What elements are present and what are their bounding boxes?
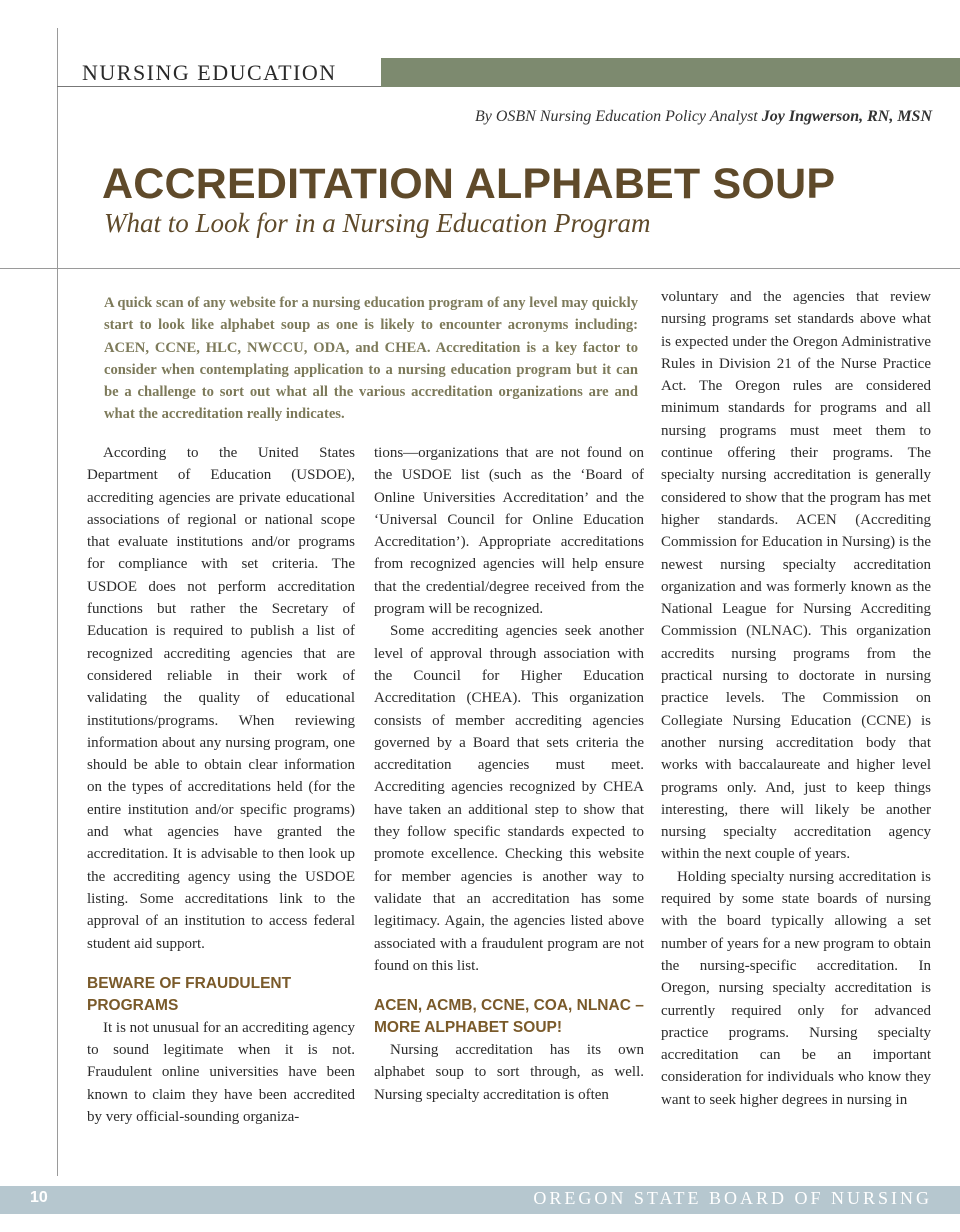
article-subtitle: What to Look for in a Nursing Education Program [104, 208, 651, 238]
column-2 [374, 442, 644, 1106]
paragraph: It is not unusual for an accrediting agency to sound legitimate when it is not. Fraudulent online universities have been known to claim they have been accredited by very official-sounding organiza- [87, 1019, 355, 1126]
article-intro: A quick scan of any website for a nursing education program of any level may quickly start to look like alphabet soup as one is likely to encounter acronyms including: ACEN, CCNE, HLC, NWCCU, ODA, and CHEA. Accreditation is a key factor to consider when contemplating application to a nursing education program but it can be a challenge to sort out what all the various accreditation organizations are and what the accreditation really indicates. [104, 295, 638, 423]
paragraph: Holding specialty nursing accreditation is required by some state boards of nursing with the board typically allowing a set number of years for a new program to obtain the nursing-specific accreditation. In Oregon, nursing specialty accreditation is currently required only for advanced practice programs. Nursing specialty accreditation can be an important consideration for individuals who know they want to seek higher degrees in nursing in [661, 868, 931, 1108]
column-3 [661, 286, 931, 1111]
section-underline [57, 86, 382, 87]
byline-author: Joy Ingwerson, RN, MSN [761, 108, 932, 125]
paragraph: voluntary and the agencies that review nursing programs set standards above what is expected under the Oregon Administrative Rules in Division 21 of the Nurse Practice Act. The Oregon rules are considered minimum standards for programs and all nursing programs must meet them to continue offering their programs. The specialty nursing accreditation is generally considered to show that the program has met higher standards. ACEN (Accrediting Commission for Education in Nursing) is the newest nursing specialty accreditation organization and was formerly known as the National League for Nursing Accrediting Commission (NLNAC). This organization accredits nursing programs from the practical nursing to doctorate in nursing practice levels. The Commission on Collegiate Nursing Education (CCNE) is another nursing accreditation body that works with baccalaureate and higher level programs only. And, just to keep things interesting, there will likely be another nursing specialty accreditation agency within the next couple of years. [661, 289, 931, 863]
section-label: NURSING EDUCATION [82, 60, 337, 85]
section-heading-fraudulent: BEWARE OF FRAUDULENT PROGRAMS [87, 974, 292, 1014]
section-heading-alphabet-soup: ACEN, ACMB, CCNE, COA, NLNAC – MORE ALPHABET SOUP! [374, 997, 644, 1037]
footer-bar [0, 1186, 960, 1214]
column-1 [87, 442, 355, 1128]
paragraph: According to the United States Department of Education (USDOE), accrediting agencies are private educational associations of regional or national scope that evaluate institutions and/or programs for compliance with set criteria. The USDOE does not perform accreditation functions but rather the Secretary of Education is required to publish a list of recognized accrediting agencies that are considered reliable in their work of validating the quality of educational institutions/programs. When reviewing information about any nursing program, one should be able to obtain clear information on the types of accreditations held (for the entire institution and/or specific programs) and what agencies have granted the accreditation. It is advisable to then look up the accrediting agency using the USDOE listing. Some accreditations link to the approval of an institution to access federal student aid support. [87, 445, 355, 952]
paragraph: tions—organizations that are not found on the USDOE list (such as the ‘Board of Online Universities Accreditation’ and the ‘Universal Council for Online Education Accreditation’). Appropriate accreditations from recognized agencies will help ensure that the credential/degree received from the program will be recognized. [374, 445, 644, 618]
page-number: 10 [30, 1189, 48, 1206]
section-color-bar [381, 58, 960, 87]
byline-prefix: By OSBN Nursing Education Policy Analyst [474, 108, 758, 125]
paragraph: Some accrediting agencies seek another level of approval through association with the Council for Higher Education Accreditation (CHEA). This organization consists of member accrediting agencies governed by a Board that sets criteria the accreditation agencies must meet. Accrediting agencies recognized by CHEA have taken an additional step to show that they follow specific standards expected to promote excellence. Checking this website for member agencies is another way to validate that an accreditation has some legitimacy. Again, the agencies listed above associated with a fraudulent program are not found on this list. [374, 623, 644, 974]
byline [475, 108, 932, 126]
article-title: ACCREDITATION ALPHABET SOUP [102, 160, 836, 208]
publication-name: OREGON STATE BOARD OF NURSING [533, 1188, 932, 1208]
paragraph: Nursing accreditation has its own alphabet soup to sort through, as well. Nursing specialty accreditation is often [374, 1042, 644, 1103]
vertical-rule [57, 28, 58, 1176]
title-divider [0, 268, 960, 269]
